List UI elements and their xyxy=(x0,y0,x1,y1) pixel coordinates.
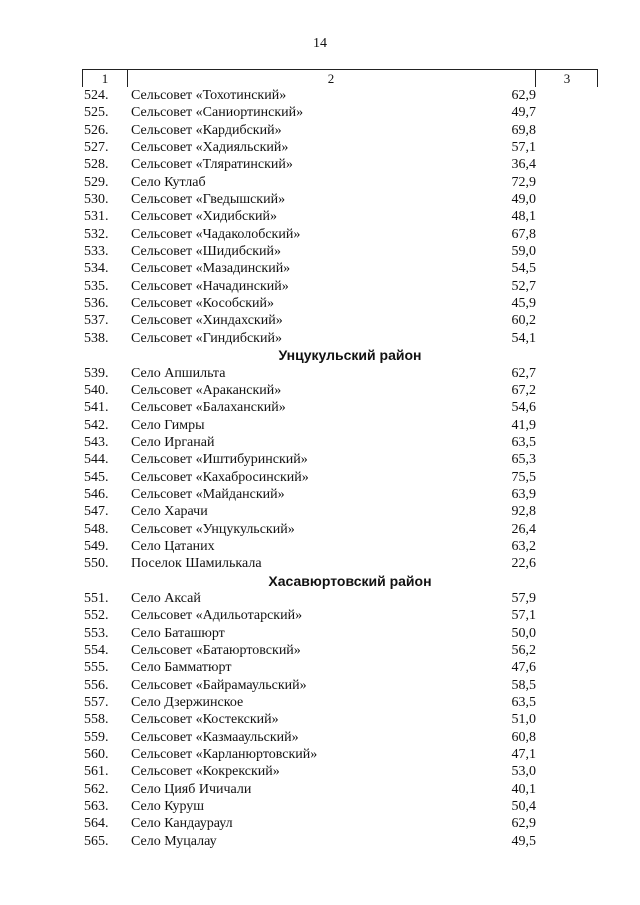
row-value: 67,8 xyxy=(511,226,536,242)
row-number: 553. xyxy=(84,625,109,641)
row-number: 552. xyxy=(84,608,109,624)
row-number: 548. xyxy=(84,521,109,537)
table-row xyxy=(82,677,598,694)
row-name: Сельсовет «Кардибский» xyxy=(131,122,282,138)
district-heading: Унцукульский район xyxy=(278,347,422,364)
row-value: 63,5 xyxy=(511,434,536,450)
row-value: 48,1 xyxy=(511,209,536,225)
row-value: 45,9 xyxy=(511,296,536,312)
row-number: 563. xyxy=(84,799,109,815)
row-value: 52,7 xyxy=(511,278,536,294)
row-name: Сельсовет «Байрамаульский» xyxy=(131,677,307,693)
row-name: Сельсовет «Хиндахский» xyxy=(131,313,283,329)
table-row xyxy=(82,260,598,277)
row-number: 555. xyxy=(84,660,109,676)
row-name: Сельсовет «Унцукульский» xyxy=(131,521,295,537)
row-value: 67,2 xyxy=(511,382,536,398)
row-value: 40,1 xyxy=(511,781,536,797)
row-number: 534. xyxy=(84,261,109,277)
row-value: 60,2 xyxy=(511,313,536,329)
table-row xyxy=(82,763,598,780)
row-value: 50,0 xyxy=(511,625,536,641)
row-number: 541. xyxy=(84,400,109,416)
row-name: Сельсовет «Кокрекский» xyxy=(131,764,280,780)
row-number: 540. xyxy=(84,382,109,398)
row-number: 524. xyxy=(84,88,109,103)
row-name: Сельсовет «Араканский» xyxy=(131,382,282,398)
table-row xyxy=(82,295,598,312)
row-name: Село Кутлаб xyxy=(131,174,206,190)
row-value: 49,5 xyxy=(511,833,536,849)
table-row xyxy=(82,434,598,451)
table-row xyxy=(82,226,598,243)
row-value: 59,0 xyxy=(511,244,536,260)
row-value: 22,6 xyxy=(511,556,536,572)
table-row xyxy=(82,486,598,503)
row-name: Сельсовет «Майданский» xyxy=(131,486,285,502)
row-value: 65,3 xyxy=(511,452,536,468)
table-row xyxy=(82,625,598,642)
row-name: Сельсовет «Тохотинский» xyxy=(131,88,287,103)
row-value: 63,5 xyxy=(511,695,536,711)
table-row xyxy=(82,122,598,139)
table-row xyxy=(82,815,598,832)
row-number: 545. xyxy=(84,469,109,485)
row-number: 532. xyxy=(84,226,109,242)
row-value: 60,8 xyxy=(511,729,536,745)
row-name: Сельсовет «Чадаколобский» xyxy=(131,226,301,242)
table-row xyxy=(82,208,598,225)
table-row xyxy=(82,711,598,728)
table-row xyxy=(82,798,598,815)
row-name: Село Цатаних xyxy=(131,538,215,554)
row-value: 69,8 xyxy=(511,122,536,138)
row-name: Сельсовет «Хидибский» xyxy=(131,209,278,225)
table-row xyxy=(82,87,598,104)
table-row xyxy=(82,833,598,850)
table-row xyxy=(82,174,598,191)
row-name: Сельсовет «Батаюртовский» xyxy=(131,643,301,658)
table-row xyxy=(82,399,598,416)
header-col-2: 2 xyxy=(127,70,536,87)
header-col-3: 3 xyxy=(563,71,571,86)
table-row xyxy=(82,746,598,763)
table-row xyxy=(82,659,598,676)
table-row xyxy=(82,278,598,295)
row-number: 527. xyxy=(84,140,109,156)
row-value: 57,1 xyxy=(511,608,536,624)
row-value: 36,4 xyxy=(511,157,536,173)
table-row xyxy=(82,469,598,486)
row-value: 75,5 xyxy=(511,469,536,485)
table-row xyxy=(82,365,598,382)
row-value: 26,4 xyxy=(511,521,536,537)
row-number: 536. xyxy=(84,296,109,312)
row-name: Село Бамматюрт xyxy=(131,660,232,676)
row-number: 528. xyxy=(84,157,109,173)
row-name: Сельсовет «Саниортинский» xyxy=(131,105,304,121)
table-row xyxy=(82,781,598,798)
table-header xyxy=(82,69,598,87)
page-number: 14 xyxy=(313,36,327,51)
row-value: 72,9 xyxy=(511,174,536,190)
table-row xyxy=(82,607,598,624)
row-name: Село Муцалау xyxy=(131,833,217,849)
row-value: 56,2 xyxy=(511,643,536,658)
row-number: 531. xyxy=(84,209,109,225)
row-name: Сельсовет «Казмааульский» xyxy=(131,729,299,745)
row-value: 53,0 xyxy=(511,764,536,780)
table-row xyxy=(82,451,598,468)
table-row xyxy=(82,156,598,173)
row-value: 50,4 xyxy=(511,799,536,815)
row-value: 62,9 xyxy=(511,88,536,103)
table-row xyxy=(82,503,598,520)
table-row xyxy=(82,104,598,121)
row-value: 51,0 xyxy=(511,712,536,728)
row-name: Сельсовет «Костекский» xyxy=(131,712,279,728)
row-value: 92,8 xyxy=(511,504,536,520)
row-value: 54,5 xyxy=(511,261,536,277)
row-number: 535. xyxy=(84,278,109,294)
table-row xyxy=(82,382,598,399)
row-number: 557. xyxy=(84,695,109,711)
row-number: 526. xyxy=(84,122,109,138)
row-number: 529. xyxy=(84,174,109,190)
row-number: 538. xyxy=(84,330,109,346)
row-number: 542. xyxy=(84,417,109,433)
table-row xyxy=(82,191,598,208)
row-value: 57,9 xyxy=(511,590,536,606)
row-number: 533. xyxy=(84,244,109,260)
row-name: Село Аксай xyxy=(131,590,201,606)
row-number: 561. xyxy=(84,764,109,780)
row-name: Сельсовет «Кособский» xyxy=(131,296,274,312)
row-value: 57,1 xyxy=(511,140,536,156)
row-name: Сельсовет «Карланюртовский» xyxy=(131,747,318,763)
row-name: Сельсовет «Гведышский» xyxy=(131,192,286,208)
row-number: 556. xyxy=(84,677,109,693)
district-heading: Хасавюртовский район xyxy=(268,572,432,589)
table-row xyxy=(82,642,598,659)
row-number: 539. xyxy=(84,365,109,381)
table-row xyxy=(82,330,598,347)
row-number: 562. xyxy=(84,781,109,797)
table-row xyxy=(82,555,598,572)
row-number: 525. xyxy=(84,105,109,121)
row-number: 554. xyxy=(84,643,109,658)
row-number: 550. xyxy=(84,556,109,572)
row-name: Село Баташюрт xyxy=(131,625,225,641)
row-value: 47,1 xyxy=(511,747,536,763)
row-value: 49,0 xyxy=(511,192,536,208)
row-number: 564. xyxy=(84,816,109,832)
row-value: 62,9 xyxy=(511,816,536,832)
row-value: 58,5 xyxy=(511,677,536,693)
table-row xyxy=(82,521,598,538)
header-col-1: 1 xyxy=(83,70,128,87)
row-number: 543. xyxy=(84,434,109,450)
row-name: Село Харачи xyxy=(131,504,208,520)
table-body xyxy=(82,87,598,850)
row-name: Сельсовет «Мазадинский» xyxy=(131,261,291,277)
row-number: 558. xyxy=(84,712,109,728)
table-row xyxy=(82,538,598,555)
row-name: Село Гимры xyxy=(131,417,205,433)
row-number: 565. xyxy=(84,833,109,849)
data-table xyxy=(82,69,598,850)
row-name: Сельсовет «Тляратинский» xyxy=(131,157,293,173)
row-name: Село Цияб Ичичали xyxy=(131,781,252,797)
row-value: 47,6 xyxy=(511,660,536,676)
row-name: Поселок Шамилькала xyxy=(131,556,262,572)
table-row xyxy=(82,417,598,434)
row-name: Сельсовет «Начадинский» xyxy=(131,278,289,294)
row-number: 551. xyxy=(84,590,109,606)
row-value: 54,1 xyxy=(511,330,536,346)
row-value: 49,7 xyxy=(511,105,536,121)
row-number: 546. xyxy=(84,486,109,502)
row-name: Сельсовет «Балаханский» xyxy=(131,400,286,416)
row-value: 54,6 xyxy=(511,400,536,416)
row-number: 559. xyxy=(84,729,109,745)
row-name: Сельсовет «Хадияльский» xyxy=(131,140,289,156)
row-name: Село Ирганай xyxy=(131,434,215,450)
row-name: Село Дзержинское xyxy=(131,695,244,711)
row-name: Село Куруш xyxy=(131,799,205,815)
table-row xyxy=(82,139,598,156)
row-name: Сельсовет «Шидибский» xyxy=(131,244,282,260)
table-row xyxy=(82,729,598,746)
row-number: 547. xyxy=(84,504,109,520)
row-number: 537. xyxy=(84,313,109,329)
row-name: Сельсовет «Гиндибский» xyxy=(131,330,282,346)
row-name: Сельсовет «Кахабросинский» xyxy=(131,469,309,485)
table-row xyxy=(82,694,598,711)
table-row xyxy=(82,243,598,260)
row-name: Сельсовет «Иштибуринский» xyxy=(131,452,308,468)
row-value: 63,9 xyxy=(511,486,536,502)
row-name: Село Кандаураул xyxy=(131,816,233,832)
row-number: 530. xyxy=(84,192,109,208)
row-value: 62,7 xyxy=(511,365,536,381)
row-number: 560. xyxy=(84,747,109,763)
row-number: 549. xyxy=(84,538,109,554)
row-name: Село Апшильта xyxy=(131,365,226,381)
row-value: 63,2 xyxy=(511,538,536,554)
row-name: Сельсовет «Адильотарский» xyxy=(131,608,303,624)
table-row xyxy=(82,312,598,329)
row-number: 544. xyxy=(84,452,109,468)
table-row xyxy=(82,590,598,607)
row-value: 41,9 xyxy=(511,417,536,433)
